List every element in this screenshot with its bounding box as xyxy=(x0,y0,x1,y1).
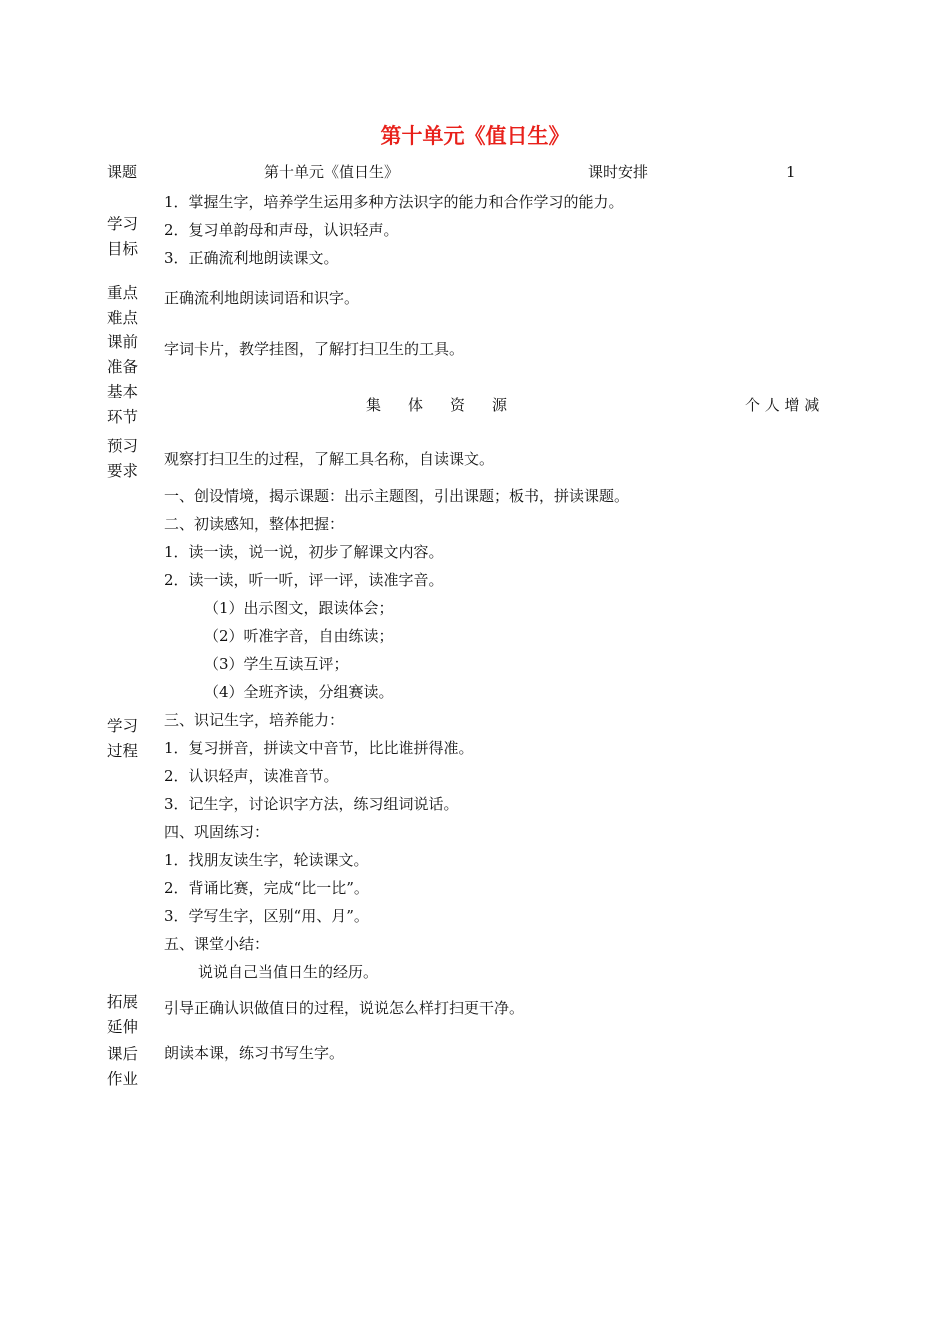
preview-label: 预习 要求 xyxy=(107,437,139,480)
process-line: 五、课堂小结： xyxy=(164,935,270,953)
process-line: 二、初读感知，整体把握： xyxy=(164,515,345,533)
schedule-value: 1 xyxy=(786,163,796,181)
preview-text: 观察打扫卫生的过程，了解工具名称，自读课文。 xyxy=(164,450,495,468)
process-line: （2）听准字音，自由练读； xyxy=(204,627,394,645)
extension-text: 引导正确认识做值日的过程，说说怎么样打扫更干净。 xyxy=(164,999,525,1017)
process-line: 四、巩固练习： xyxy=(164,823,270,841)
schedule-label: 课时安排 xyxy=(588,163,649,181)
process-line: 3．学写生字，区别“用、月”。 xyxy=(164,907,369,925)
key-points-label: 重点 难点 xyxy=(107,284,139,327)
document-title: 第十单元《值日生》 xyxy=(380,124,570,148)
process-line: 2．认识轻声，读准音节。 xyxy=(164,767,339,785)
process-line: （3）学生互读互评； xyxy=(204,655,349,673)
objective-item: 1．掌握生字，培养学生运用多种方法识字的能力和合作学习的能力。 xyxy=(164,193,624,211)
preparation-text: 字词卡片，教学挂图，了解打扫卫生的工具。 xyxy=(164,340,465,358)
subject-label: 课题 xyxy=(107,163,138,181)
objective-item: 2．复习单韵母和声母，认识轻声。 xyxy=(164,221,399,239)
process-steps xyxy=(164,482,629,986)
process-line: （1）出示图文，跟读体会； xyxy=(204,599,394,617)
process-line: 1．读一读，说一说，初步了解课文内容。 xyxy=(164,543,444,561)
process-line: 1．找朋友读生字，轮读课文。 xyxy=(164,851,369,869)
homework-label: 课后 作业 xyxy=(107,1045,139,1088)
process-line: 2．背诵比赛，完成“比一比”。 xyxy=(164,879,369,897)
process-line: 一、创设情境，揭示课题：出示主题图，引出课题；板书，拼读课题。 xyxy=(164,487,630,505)
collective-resources-heading: 集 体 资 源 xyxy=(366,396,508,414)
process-line: 3．记生字，讨论识字方法，练习组词说话。 xyxy=(164,795,459,813)
process-line: （4）全班齐读，分组赛读。 xyxy=(204,683,394,701)
process-label: 学习 过程 xyxy=(107,717,139,760)
process-line: 2．读一读，听一听，评一评，读准字音。 xyxy=(164,571,444,589)
homework-text: 朗读本课，练习书写生字。 xyxy=(164,1044,345,1062)
objective-item: 3．正确流利地朗读课文。 xyxy=(164,249,339,267)
extension-label: 拓展 延伸 xyxy=(107,993,139,1036)
process-line: 说说自己当值日生的经历。 xyxy=(198,963,379,981)
process-line: 1．复习拼音，拼读文中音节，比比谁拼得准。 xyxy=(164,739,474,757)
preparation-label: 课前 准备 xyxy=(107,333,139,376)
basic-steps-label: 基本 环节 xyxy=(107,383,139,426)
key-points-text: 正确流利地朗读词语和识字。 xyxy=(164,289,360,307)
lesson-title: 第十单元《值日生》 xyxy=(264,163,400,181)
objectives-label: 学习 目标 xyxy=(107,215,139,258)
process-line: 三、识记生字，培养能力： xyxy=(164,711,345,729)
objectives-list xyxy=(164,188,624,272)
personal-adjustment-heading: 个 人 增 减 xyxy=(745,396,820,414)
